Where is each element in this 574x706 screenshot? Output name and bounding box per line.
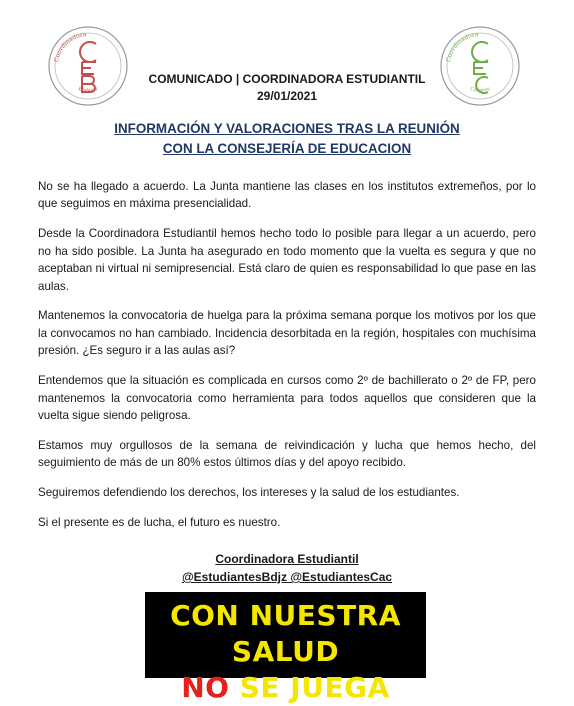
logo-left-ring-bottom: Badajoz bbox=[77, 86, 99, 94]
paragraph: Entendemos que la situación es complicada en cursos como 2º de bachillerato o 2º de FP, pero mantenemos la convocatoria como herramienta para todos aquellos que consideren que la vuelta sigue siendo peligrosa. bbox=[38, 374, 536, 422]
banner-line-1: CON NUESTRA SALUD bbox=[170, 599, 401, 668]
document-title bbox=[40, 119, 534, 159]
logo-right-ring-text: Coordinadora bbox=[445, 31, 479, 63]
paragraph: No se ha llegado a acuerdo. La Junta mantiene las clases en los institutos extremeños, por lo que seguimos en máxima presencialidad. bbox=[38, 180, 536, 211]
logo-right-ring-bottom: Cáceres bbox=[469, 86, 491, 94]
header-date: 29/01/2021 bbox=[256, 89, 318, 103]
title-line-2: CON LA CONSEJERÍA DE EDUCACION bbox=[162, 141, 412, 156]
paragraph: Si el presente es de lucha, el futuro es nuestro. bbox=[38, 516, 281, 530]
paragraph: Seguiremos defendiendo los derechos, los intereses y la salud de los estudiantes. bbox=[38, 486, 460, 500]
paragraph: Desde la Coordinadora Estudiantil hemos hecho todo lo posible para llegar a un acuerdo, pero no ha sido posible. La Junta ha asegurado en todo momento que la vuelta es segura y que no aceptaban ni virtual ni semipresencial. Está claro de quien es responsabilidad lo que pase en las aulas. bbox=[38, 227, 536, 293]
signature-handles: @EstudiantesBdjz @EstudiantesCac bbox=[181, 570, 393, 584]
signature-name: Coordinadora Estudiantil bbox=[215, 552, 359, 566]
banner-no: NO bbox=[181, 671, 230, 704]
document-header bbox=[120, 71, 454, 105]
ceb-logo bbox=[46, 24, 130, 108]
signature bbox=[120, 550, 454, 586]
slogan-banner bbox=[145, 592, 426, 704]
paragraph: Mantenemos la convocatoria de huelga para la próxima semana porque los motivos por los que la convocamos no han cambiado. Incidencia desorbitada en la región, hospitales con muchísima presión. ¿Es seguro ir a las aulas así? bbox=[38, 309, 536, 358]
header-title: COMUNICADO | COORDINADORA ESTUDIANTIL bbox=[148, 72, 426, 86]
banner-se-juega: SE JUEGA bbox=[239, 671, 390, 704]
logo-left-ring-text: Coordinadora bbox=[53, 31, 87, 63]
title-line-1: INFORMACIÓN Y VALORACIONES TRAS LA REUNIÓN bbox=[114, 121, 460, 136]
document-body bbox=[38, 178, 536, 544]
paragraph: Estamos muy orgullosos de la semana de reivindicación y lucha que hemos hecho, del seguimiento de más de un 80% estos últimos días y del apoyo recibido. bbox=[38, 438, 536, 470]
